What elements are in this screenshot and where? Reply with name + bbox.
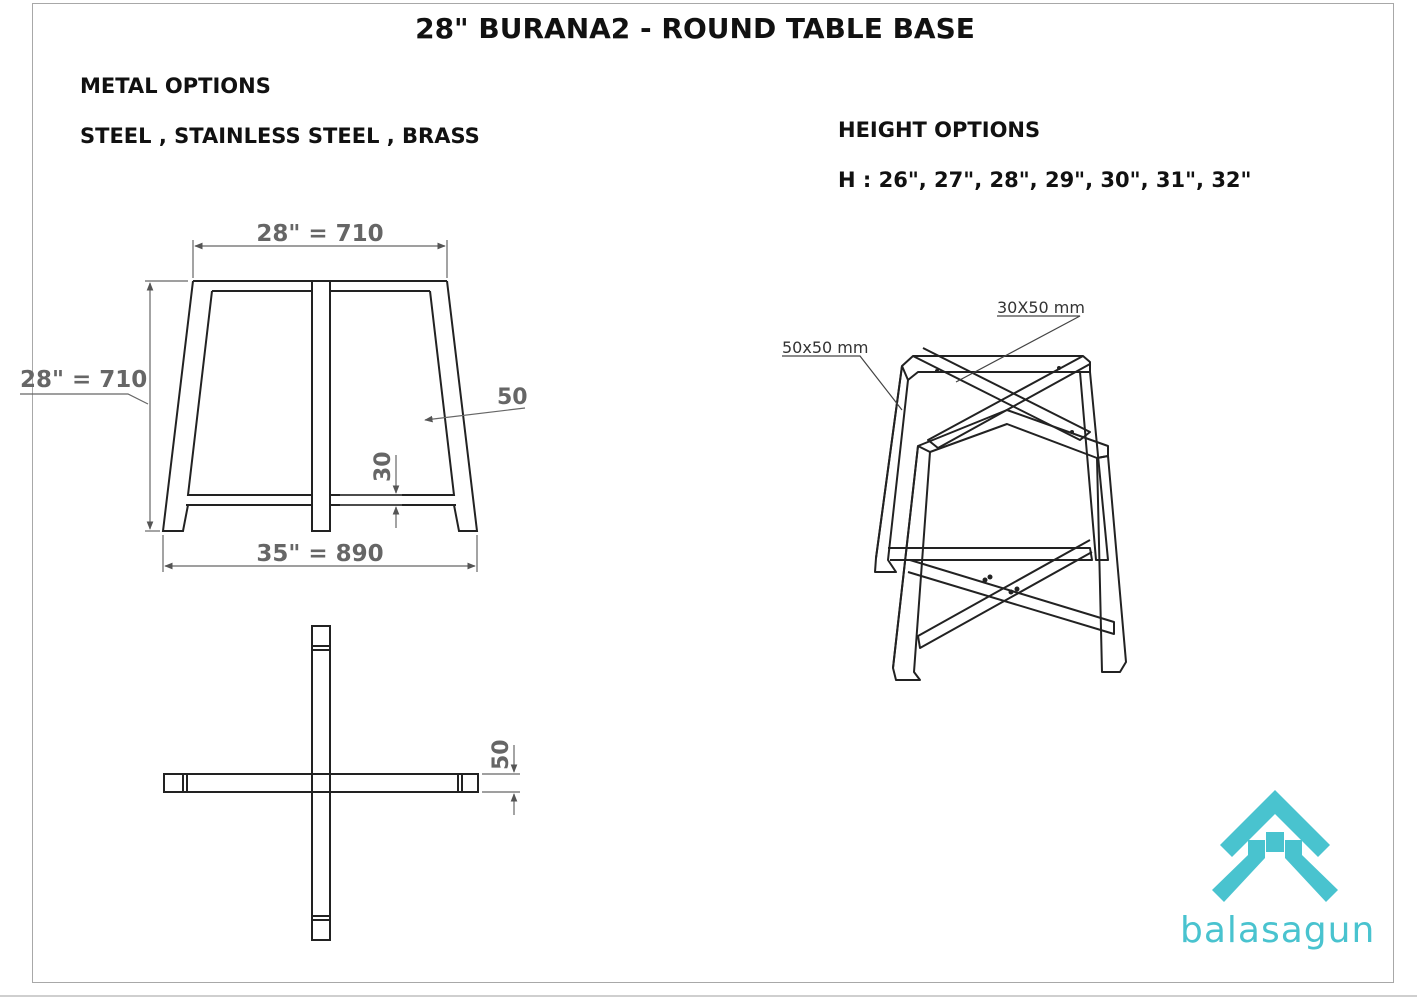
front-inner-left bbox=[188, 291, 312, 495]
iso-leg-callout-leader bbox=[782, 356, 902, 410]
metal-options-list: STEEL , STAINLESS STEEL , BRASS bbox=[80, 124, 480, 148]
iso-back-right-leg bbox=[1080, 372, 1108, 560]
iso-bottom-stretcher-b bbox=[918, 540, 1092, 648]
dim-bottom-width-label: 35" = 890 bbox=[256, 541, 384, 567]
front-leg-outer-right bbox=[447, 281, 477, 531]
dim-top-width-label: 28" = 710 bbox=[256, 221, 384, 247]
dim-height-leader bbox=[20, 394, 148, 404]
balasagun-logo-mark bbox=[1212, 790, 1338, 902]
height-options-heading: HEIGHT OPTIONS bbox=[838, 118, 1041, 142]
dim-stretcher-label: 30 bbox=[371, 451, 396, 482]
dim-profile-label: 50 bbox=[497, 385, 528, 410]
drawing-title: 28" BURANA2 - ROUND TABLE BASE bbox=[415, 12, 975, 45]
iso-leg-profile-label: 50x50 mm bbox=[782, 338, 869, 357]
top-view bbox=[164, 626, 478, 940]
top-view-profile-label: 50 bbox=[489, 739, 514, 770]
dim-height-label: 28" = 710 bbox=[20, 367, 148, 393]
front-center-post bbox=[312, 281, 330, 531]
iso-back-stretcher bbox=[888, 548, 1092, 560]
top-view-center-mask bbox=[313, 775, 329, 791]
metal-options-heading: METAL OPTIONS bbox=[80, 74, 271, 98]
iso-front-top-rail bbox=[918, 410, 1108, 458]
front-view-dimensions bbox=[20, 240, 525, 572]
isometric-view bbox=[875, 348, 1126, 680]
iso-rail-profile-label: 30X50 mm bbox=[997, 298, 1085, 317]
iso-callouts bbox=[782, 316, 1080, 410]
balasagun-logo-text: balasagun bbox=[1180, 910, 1376, 951]
front-view bbox=[163, 281, 477, 531]
height-options-list: H : 26", 27", 28", 29", 30", 31", 32" bbox=[838, 168, 1252, 192]
iso-cross-rail-b bbox=[928, 356, 1090, 448]
